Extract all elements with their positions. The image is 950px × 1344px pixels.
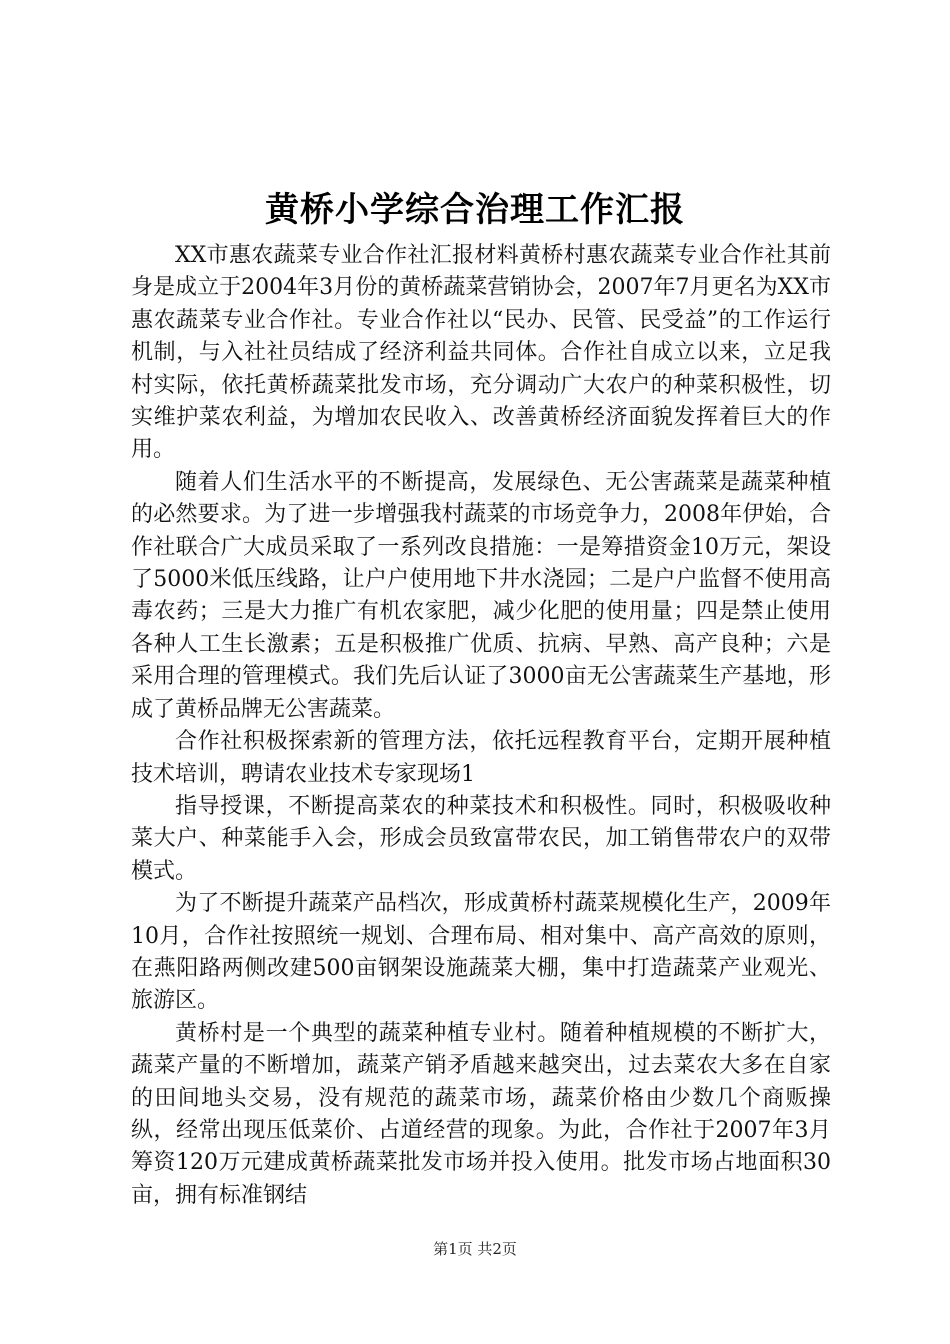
paragraph: XX市惠农蔬菜专业合作社汇报材料黄桥村惠农蔬菜专业合作社其前身是成立于2004年3月份的黄桥蔬菜营销协会，2007年7月更名为XX市惠农蔬菜专业合作社。专业合作社以“民办、民管、民受益”的工作运行机制，与入社社员结成了经济利益共同体。合作社自成立以来，立足我村实际，依托黄桥蔬菜批发市场，充分调动广大农户的种菜积极性，切实维护菜农利益，为增加农民收入、改善黄桥经济面貌发挥着巨大的作用。 (131, 243, 831, 463)
paragraph: 黄桥村是一个典型的蔬菜种植专业村。随着种植规模的不断扩大，蔬菜产量的不断增加，蔬菜产销矛盾越来越突出，过去菜农大多在自家的田间地头交易，没有规范的蔬菜市场，蔬菜价格由少数几个商贩操纵，经常出现压低菜价、占道经营的现象。为此，合作社于2007年3月筹资120万元建成黄桥蔬菜批发市场并投入使用。批发市场占地面积30亩，拥有标准钢结 (131, 1020, 831, 1208)
paragraph: 随着人们生活水平的不断提高，发展绿色、无公害蔬菜是蔬菜种植的必然要求。为了进一步增强我村蔬菜的市场竞争力，2008年伊始，合作社联合广大成员采取了一系列改良措施：一是筹措资金10万元，架设了5000米低压线路，让户户使用地下井水浇园；二是户户监督不使用高毒农药；三是大力推广有机农家肥，减少化肥的使用量；四是禁止使用各种人工生长激素；五是积极推广优质、抗病、早熟、高产良种；六是采用合理的管理模式。我们先后认证了3000亩无公害蔬菜生产基地，形成了黄桥品牌无公害蔬菜。 (131, 469, 831, 722)
page-footer: 第1页 共2页 (433, 1240, 517, 1258)
document-title: 黄桥小学综合治理工作汇报 (265, 190, 685, 230)
paragraph: 合作社积极探索新的管理方法，依托远程教育平台，定期开展种植技术培训，聘请农业技术专家现场1 (131, 729, 831, 787)
paragraph: 为了不断提升蔬菜产品档次，形成黄桥村蔬菜规模化生产，2009年10月，合作社按照统一规划、合理布局、相对集中、高产高效的原则，在燕阳路两侧改建500亩钢架设施蔬菜大棚，集中打造蔬菜产业观光、旅游区。 (131, 891, 831, 1014)
paragraph: 指导授课，不断提高菜农的种菜技术和积极性。同时，积极吸收种菜大户、种菜能手入会，形成会员致富带农民，加工销售带农户的双带模式。 (131, 793, 831, 884)
document-body (131, 240, 831, 1212)
